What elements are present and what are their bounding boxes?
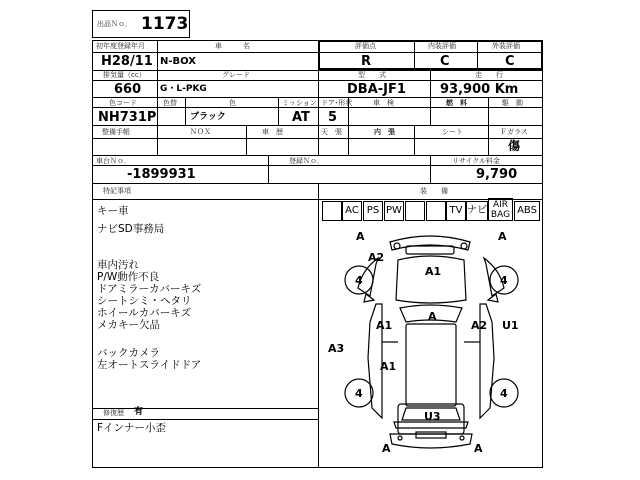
repair-value: 有 [134,407,144,417]
mark-door-fr: A2 [471,319,488,332]
mark-u1: U1 [502,319,519,332]
interior-score-value: C [440,54,450,69]
equip-abs: ABS [514,201,540,221]
mark-tire-rr: 4 [500,387,508,400]
lot-number-label: 出品Ｎｏ． [97,20,132,28]
equip-pw: PW [384,201,404,221]
mark-front-left: A [356,230,365,243]
grade-label: グレード [222,71,250,79]
repair-label: 修復歴 [103,409,124,417]
lot-number: 1173 [141,14,189,34]
mark-tire-fl: 4 [355,274,363,287]
remark-line: ナビSD事務局 [97,223,165,235]
score-value: R [361,54,372,69]
rear-left-lamp [398,436,402,440]
color-value: ブラック [190,112,226,122]
chassis-no-label: 車台Ｎｏ． [96,157,131,165]
fglass-value: 傷 [508,139,521,153]
mark-door-fl: A1 [376,319,393,332]
mark-door-rl: A1 [380,360,397,373]
year-model-value: H28/11 [101,54,153,69]
remarks-group-3 [97,347,201,371]
equip-empty-2 [405,201,425,221]
fuel-label: 燃 料 [446,99,467,107]
displacement-value: 660 [114,82,142,97]
front-right-lamp [461,243,467,249]
remark-line: メカキー欠品 [97,319,160,331]
doors-label: ドア･形状 [321,99,353,107]
equip-tv: TV [446,201,466,221]
remark-line: バックカメラ [97,347,160,359]
remarks-group-1 [97,205,164,235]
remarks-label: 特記事項 [103,187,131,195]
car-name-label: 車 名 [215,42,250,50]
mark-rear-right: A [474,442,483,455]
year-model-label: 初年度登録年月 [96,42,145,50]
color-label: 色 [229,99,236,107]
grade-value: G・L-PKG [160,84,207,94]
hood-outline [396,256,466,303]
mileage-value: 93,900 Km [440,82,519,97]
exterior-score-value: C [505,54,515,69]
license-plate [416,432,446,438]
equip-navi: ナビ [466,201,488,221]
remark-line: キー車 [97,205,129,217]
roof-outline [406,324,456,406]
equip-ps: PS [363,201,383,221]
color-code-label: 色コード [109,99,137,107]
remark-line: 車内汚れ [97,259,139,271]
mark-a2: A2 [368,251,385,264]
front-left-lamp [394,243,400,249]
chassis-no-value: -1899931 [127,167,196,182]
score-label: 評価点 [355,42,376,50]
mark-tire-fr: 4 [500,274,508,287]
car-name-value: N-BOX [160,56,196,67]
nox-label: ＮＯＸ [190,128,211,136]
front-bumper-outline [390,236,470,250]
equip-empty-3 [426,201,446,221]
interior-label: 内 張 [374,128,395,136]
remark-line: 左オートスライドドア [97,359,202,371]
remark-line: P/W動作不良 [97,271,160,283]
recycle-value: 9,790 [476,167,518,182]
interior-score-label: 内装評価 [428,42,456,50]
inspection-label: 車 検 [373,99,394,107]
front-grille-outline [406,246,454,254]
rear-bumper-outline [390,434,472,448]
mark-roof: A [428,310,437,323]
mark-front-right: A [498,230,507,243]
remark-line: ドアミラーカバーキズ [97,283,202,295]
mark-rear-left: A [382,442,391,455]
fglass-label: Ｆガラス [500,128,528,136]
model-type-value: DBA-JF1 [347,82,406,97]
mileage-label: 走 行 [475,71,503,79]
equip-airbag: AIR BAG [488,198,513,221]
mark-a3: A3 [328,342,345,355]
remark-line: シートシミ・ヘタリ [97,295,192,307]
history-label: 車 歴 [262,128,283,136]
remarks-group-2 [97,259,201,331]
reg-no-label: 登録Ｎｏ． [289,157,324,165]
mark-tire-rl: 4 [355,387,363,400]
mission-value: AT [292,110,310,125]
mark-rear: U3 [424,410,441,423]
recycle-label: リサイクル料金 [452,157,501,165]
drive-label: 駆 動 [502,99,523,107]
car-damage-diagram [318,222,543,468]
color-no-label: 色替 [163,99,177,107]
color-code-value: NH731P [98,110,157,125]
rear-right-lamp [460,436,464,440]
displacement-label: 排気量（cc） [103,71,146,79]
equipment-label: 装 備 [420,187,448,195]
manual-label: 整備手帳 [102,128,130,136]
equip-ac: AC [342,201,362,221]
remark-line: ホイールカバーキズ [97,307,192,319]
lot-number-box [92,10,190,38]
doors-value: 5 [328,110,338,125]
mission-label: ミッション [282,99,317,107]
sunroof-label: 天 張 [321,128,342,136]
equip-empty-1 [322,201,342,221]
exterior-score-label: 外装評価 [492,42,520,50]
model-type-label: 型 式 [358,71,386,79]
mark-hood: A1 [425,265,442,278]
seat-label: シート [442,128,463,136]
repair-note: Fインナー小歪 [97,422,167,434]
